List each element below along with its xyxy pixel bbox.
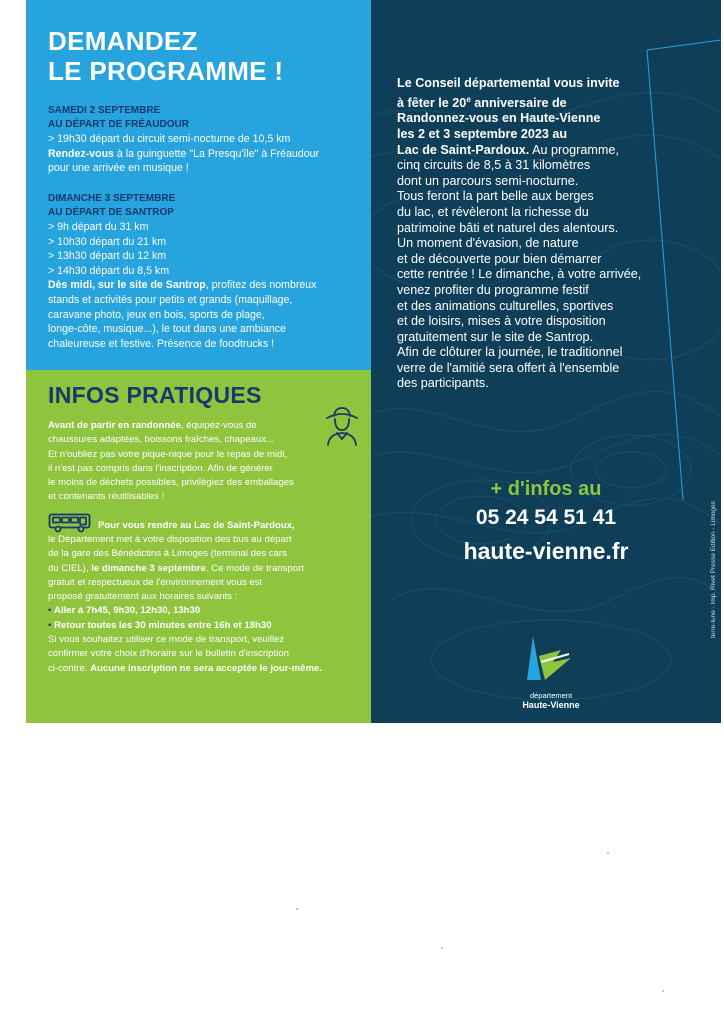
invitation-line: des participants. [397,376,489,391]
departure-item: > 9h départ du 31 km [48,221,149,233]
invitation-line: du lac, et révèleront la richesse du [397,204,589,219]
saturday-day: SAMEDI 2 SEPTEMBRE [48,105,161,116]
sunday-day: DIMANCHE 3 SEPTEMBRE [48,193,176,204]
equipment-line: il n'est pas compris dans l'inscription. Afin de générer [48,462,273,474]
scan-speck [662,990,664,992]
no-same-day-registration: Aucune inscription ne sera acceptée le jour-même. [90,662,323,674]
equipment-line: et contenants réutilisables ! [48,491,165,503]
ordinal-superscript: e [466,94,471,104]
bus-line-part: ci-contre. [48,662,91,674]
bus-line: proposé gratuitement aux horaires suivants : [48,591,238,603]
brochure-sheet [26,0,721,723]
invitation-line: et de loisirs, mises à votre disposition [397,314,606,329]
retour-text: Retour toutes les 30 minutes entre 16h et 18h30 [54,619,272,631]
programme-title-line1: DEMANDEZ [48,26,198,56]
bus-icon [48,513,92,533]
programme-title-line2: LE PROGRAMME ! [48,56,284,86]
phone-number[interactable]: 05 24 54 51 41 [475,506,617,529]
equipment-first-line [48,419,294,433]
invitation-line: venez profiter du programme festif [397,282,589,297]
bus-line: confirmer votre choix d'horaire sur le bulletin d'inscription [48,648,289,660]
programme-title [48,26,283,86]
more-info-label: + d'infos au [490,478,602,500]
website-link[interactable]: haute-vienne.fr [463,538,629,564]
hiker-hat-icon [324,406,360,446]
sunday-line: longe-côte, musique...), le tout dans une ambiance [48,323,286,336]
saturday-line: pour une arrivée en musique ! [48,162,189,175]
infos-panel [26,370,371,723]
bus-line [48,562,322,576]
sunday-noon-rest: , profitez des nombreux [205,279,317,292]
invitation-bold-line: les 2 et 3 septembre 2023 au [397,126,568,141]
invitation-line: et de découverte pour bien démarrer [397,251,602,266]
sunday-place: AU DÉPART DE SANTROP [48,207,174,218]
invitation-line: dont un parcours semi-nocturne. [397,173,579,188]
sunday-block [48,192,316,351]
sunday-noon [48,278,316,293]
saturday-rdv [48,147,319,162]
equipment-paragraph [48,419,294,505]
printer-credits: terre-lune - Imp. Rivet Presse Edition - Limoges [710,501,717,639]
bus-line-part: . Ce mode de transport [205,562,304,574]
saturday-rdv-rest: à la guinguette "La Presqu'île" à Fréaudour [113,147,320,160]
invitation-line: Un moment d'évasion, de nature [397,236,579,251]
invitation-text [397,76,697,392]
bus-line: le Département met à votre disposition des bus au départ [48,534,292,545]
invitation-line: cinq circuits de 8,5 à 31 kilomètres [397,158,591,173]
aller-text: Aller à 7h45, 9h30, 12h30, 13h30 [54,605,201,617]
scan-speck [607,852,609,854]
retour-item [48,619,322,633]
departure-item: > 14h30 départ du 8,5 km [48,264,170,277]
saturday-place: AU DÉPART DE FRÉAUDOUR [48,119,189,130]
saturday-rdv-bold: Rendez-vous [48,147,114,160]
bullet-icon: • [48,605,52,617]
invitation-line: gratuitement sur le site de Santrop. [397,329,594,344]
logo-text-haute-vienne: Haute-Vienne [522,700,580,710]
invitation-rest: Au programme, [529,142,619,157]
programme-panel [26,0,371,370]
saturday-line: > 19h30 départ du circuit semi-nocturne de 10,5 km [48,133,291,145]
scan-speck [296,908,298,910]
bus-line: de la gare des Bénédictins à Limoges (terminal des cars [48,548,287,560]
sunday-line: caravane photo, jeux en bois, sports de plage, [48,308,265,321]
invitation-line: cette rentrée ! Le dimanche, à votre arrivée, [397,267,642,282]
saturday-block [48,104,319,176]
bus-line: gratuit et respectueux de l'environnement vous est [48,576,263,588]
aller-item [48,604,322,618]
haute-vienne-logo [511,632,591,710]
equipment-line: le moins de déchets possibles, privilégiez des emballages [48,477,294,489]
invitation-line: verre de l'amitié sera offert à l'ensemble [397,360,620,375]
bus-line-part: du CIEL), [48,562,92,574]
scan-speck [441,947,443,949]
equipment-bold: Avant de partir en randonnée [48,420,181,431]
bus-line: Si vous souhaitez utiliser ce mode de transport, veuillez [48,634,285,646]
bus-line [48,662,322,676]
invitation-bold-line: Randonnez-vous en Haute-Vienne [397,111,601,126]
sunday-line: chaleureuse et festive. Présence de foodtrucks ! [48,337,275,350]
invitation-line [397,143,697,159]
infos-title: INFOS PRATIQUES [48,382,262,408]
invitation-panel [371,0,721,723]
lake-name: Lac de Saint-Pardoux. [397,142,530,157]
invitation-line: patrimoine bâti et naturel des alentours. [397,220,619,235]
anniversary-text: anniversaire de [470,95,567,110]
departure-item: > 10h30 départ du 21 km [48,235,167,248]
bullet-icon: • [48,619,52,631]
bus-heading-bold: Pour vous rendre au Lac de Saint-Pardoux, [98,520,295,531]
invitation-line: et des animations culturelles, sportives [397,298,614,313]
equipment-line: Et n'oubliez pas votre pique-nique pour le repas de midi, [48,448,288,460]
invitation-bold-line [397,92,697,112]
sunday-noon-bold: Dès midi, sur le site de Santrop [48,279,206,292]
bus-paragraph [48,533,322,676]
equipment-rest: , équipez-vous de [180,420,257,431]
invitation-line: Afin de clôturer la journée, le traditionnel [397,345,623,360]
logo-text-departement: département [529,691,573,700]
bus-heading [98,519,295,533]
bus-date-bold: le dimanche 3 septembre [91,562,206,574]
equipment-line: chaussures adaptées, boissons fraîches, chapeaux... [48,434,275,446]
department-logo-icon [511,632,591,692]
invitation-bold-line: Le Conseil départemental vous invite [397,76,620,90]
invitation-line: Tous feront la part belle aux berges [397,189,594,204]
anniversary-text: à fêter le 20 [397,95,467,110]
sunday-line: stands et activités pour petits et grands (maquillage, [48,293,293,306]
departure-item: > 13h30 départ du 12 km [48,250,167,263]
